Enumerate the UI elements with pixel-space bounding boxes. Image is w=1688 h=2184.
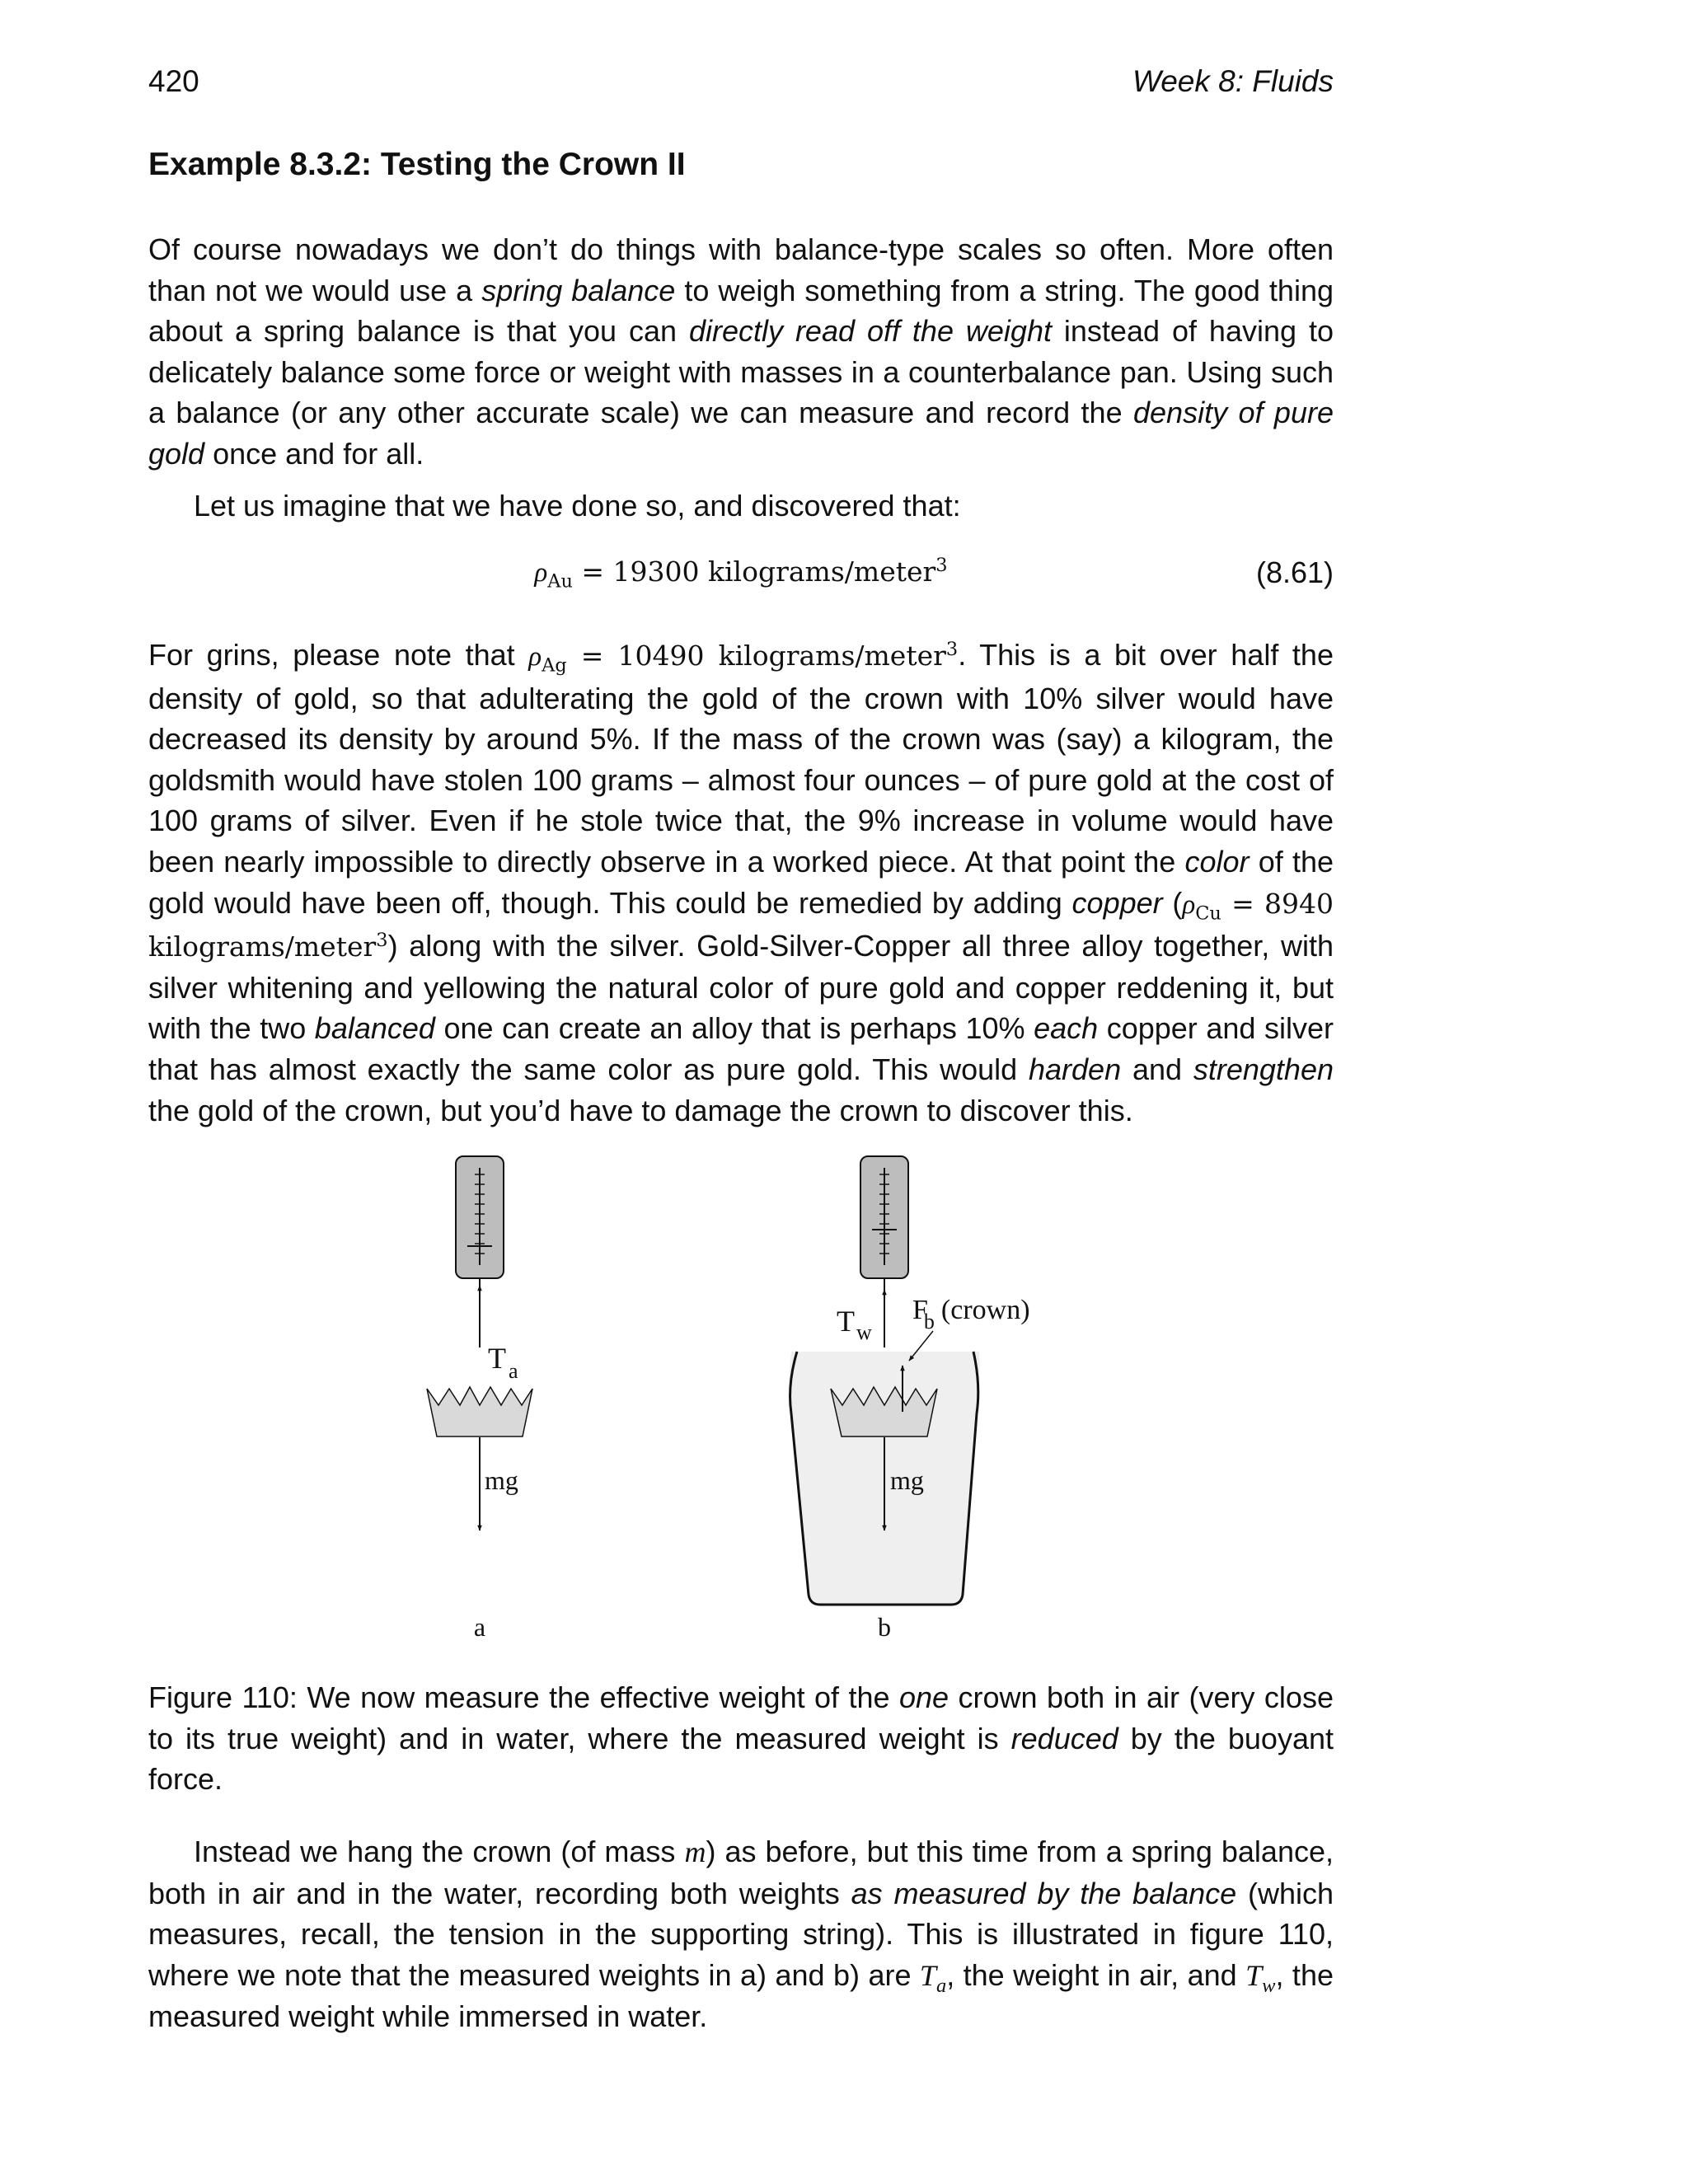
figure-110-diagram bbox=[363, 1150, 1104, 1652]
emphasis: reduced bbox=[1010, 1721, 1118, 1755]
math-t-a: $T_a$ bbox=[919, 1958, 947, 1997]
panel-label-a: a bbox=[473, 1612, 486, 1642]
weight-label-a: mg bbox=[485, 1465, 518, 1495]
panel-a-in-air bbox=[427, 1156, 532, 1642]
crown-weighing-diagram bbox=[363, 1150, 1104, 1652]
panel-b-in-water bbox=[790, 1156, 1030, 1642]
math-m: m bbox=[684, 1835, 706, 1868]
emphasis: copper bbox=[1071, 885, 1163, 920]
equation-8-61 bbox=[148, 555, 1334, 600]
panel-label-b: b bbox=[878, 1612, 891, 1642]
tension-label-b: $T_w$ bbox=[837, 1305, 872, 1344]
page-header bbox=[148, 64, 1334, 105]
math-rho-ag: $\rho_{Ag} = 10490$ kilograms/meter$^3$ bbox=[528, 639, 959, 677]
spring-balance-a bbox=[456, 1156, 504, 1278]
emphasis: density of pure gold bbox=[148, 396, 1334, 471]
math-rho-cu: $\rho_{Cu} = 8940$ kilograms/meter$^3$ bbox=[148, 887, 1334, 963]
emphasis: one bbox=[899, 1680, 950, 1714]
paragraph-intro: Of course nowadays we don’t do things with balance-type scales so often. More often than not we would use a spring balance to weigh something from a string. The good thing about a spring balance is that you can directly read off the weight instead of having to delicately balance some force or weight with masses in a counterbalance pan. Using such a balance (or any other accurate scale) we can measure and record the density of pure gold once and for all. bbox=[148, 232, 1334, 471]
equation-number: (8.61) bbox=[1255, 555, 1334, 589]
spring-balance-b bbox=[860, 1156, 908, 1278]
tension-label-a: T $_a$ bbox=[488, 1342, 518, 1383]
page-number: 420 bbox=[148, 64, 199, 98]
emphasis: color bbox=[1184, 844, 1250, 879]
emphasis: each bbox=[1034, 1011, 1099, 1046]
paragraph-imagine: Let us imagine that we have done so, and discovered that: bbox=[194, 489, 961, 523]
paragraph-spring-balance: Instead we hang the crown (of mass m) as before, but this time from a spring balance, both in air and in the water, recording both weights as measured by the balance (which measures, recall, the tension in the supporting string). This is illustrated in figure 110, where we note that the measured weights in a) and b) are $T_a$, the weight in air, and $T_w$, the measured weight while immersed in water. bbox=[148, 1835, 1334, 2034]
buoyant-force-label: Fb (crown) bbox=[912, 1295, 1030, 1333]
math-t-w: $T_w$ bbox=[1245, 1958, 1276, 1997]
paragraph-density-discussion: For grins, please note that $\rho_{Ag} = 10490$ kilograms/meter$^3$. This is a bit over half the density of gold, so that adulterating the gold of the crown with 10% silver would have decreased its density by around 5%. If the mass of the crown was (say) a kilogram, the goldsmith would have stolen 100 grams – almost four ounces – of pure gold at the cost of 100 grams of silver. Even if he stole twice that, the 9% increase in volume would have been nearly impossible to directly observe in a worked piece. At that point the color of the gold would have been off, though. This could be remedied by adding copper ($\rho_{Cu} = 8940$ kilograms/meter$^3$) along with the silver. Gold-Silver-Copper all three alloy together, with silver whitening and yellowing the natural color of pure gold and copper reddening it, but with the two balanced one can create an alloy that is perhaps 10% each copper and silver that has almost exactly the same color as pure gold. This would harden and strengthen the gold of the crown, but you’d have to damage the crown to discover this. bbox=[148, 638, 1334, 1127]
running-head: Week 8: Fluids bbox=[1132, 64, 1334, 98]
example-title: Example 8.3.2: Testing the Crown II bbox=[148, 147, 686, 182]
emphasis: harden bbox=[1029, 1052, 1122, 1086]
weight-label-b: mg bbox=[890, 1465, 924, 1495]
emphasis: strengthen bbox=[1193, 1052, 1334, 1086]
crown-a bbox=[427, 1387, 532, 1436]
emphasis: balanced bbox=[314, 1011, 435, 1046]
equation-body: $\rho_{Au} = 19300$ kilograms/meter$^3$ bbox=[534, 555, 948, 593]
emphasis: as measured by the balance bbox=[851, 1876, 1237, 1910]
emphasis: directly read off the weight bbox=[688, 314, 1052, 349]
figure-caption: Figure 110: We now measure the effective weight of the one crown both in air (very close to its true weight) and in water, where the measured weight is reduced by the buoyant force. bbox=[148, 1680, 1334, 1797]
emphasis: spring balance bbox=[481, 273, 676, 307]
